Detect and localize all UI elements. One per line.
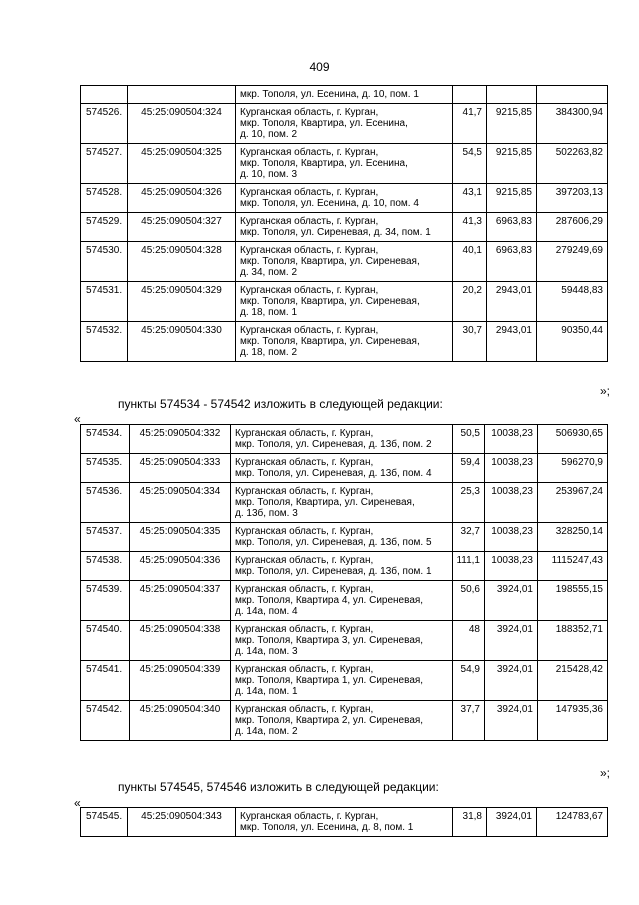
cadastral-number-cell: 45:25:090504:328	[128, 242, 236, 282]
address-cell	[236, 144, 453, 184]
table-cell: мкр. Тополя, ул. Есенина, д. 10, пом. 1	[236, 86, 453, 104]
unit-price-cell: 10038,23	[485, 552, 538, 581]
table-row	[81, 808, 608, 837]
area-cell: 20,2	[453, 282, 487, 322]
address-line: Курганская область, г. Курган,	[235, 428, 374, 439]
closing-quote-2: »;	[599, 766, 610, 780]
table-cell	[537, 86, 608, 104]
area-cell: 54,9	[453, 661, 485, 701]
unit-price-cell: 3924,01	[485, 621, 538, 661]
cadastral-number-cell: 45:25:090504:337	[130, 581, 231, 621]
table-row	[81, 701, 608, 741]
address-line: Курганская область, г. Курган,	[240, 107, 379, 118]
cadastral-number-cell: 45:25:090504:338	[130, 621, 231, 661]
item-number-cell: 574529.	[81, 213, 128, 242]
opening-quote-1: «	[74, 412, 81, 426]
instruction-text-2: пункты 574545, 574546 изложить в следующей редакции:	[118, 780, 439, 794]
address-line: д. 14а, пом. 1	[235, 686, 298, 697]
address-line: мкр. Тополя, ул. Есенина, д. 8, пом. 1	[240, 822, 414, 833]
total-value-cell: 59448,83	[537, 282, 608, 322]
address-cell	[231, 483, 453, 523]
area-cell: 43,1	[453, 184, 487, 213]
item-number-cell: 574532.	[81, 322, 128, 362]
table-row	[81, 552, 608, 581]
address-line: Курганская область, г. Курган,	[235, 486, 374, 497]
total-value-cell: 506930,65	[538, 425, 608, 454]
area-cell: 40,1	[453, 242, 487, 282]
cadastral-number-cell: 45:25:090504:339	[130, 661, 231, 701]
address-cell	[231, 621, 453, 661]
table-cell	[487, 86, 537, 104]
item-number-cell: 574541.	[81, 661, 130, 701]
address-line: мкр. Тополя, Квартира, ул. Сиреневая,	[240, 296, 420, 307]
address-line: д. 18, пом. 2	[240, 347, 298, 358]
table-cell	[81, 86, 128, 104]
address-cell	[231, 454, 453, 483]
table-row	[81, 184, 608, 213]
table-row	[81, 104, 608, 144]
address-line: д. 13б, пом. 3	[235, 508, 298, 519]
address-cell	[231, 552, 453, 581]
address-cell	[231, 425, 453, 454]
item-number-cell: 574538.	[81, 552, 130, 581]
address-cell	[236, 213, 453, 242]
total-value-cell: 328250,14	[538, 523, 608, 552]
total-value-cell: 90350,44	[537, 322, 608, 362]
address-line: мкр. Тополя, Квартира 4, ул. Сиреневая,	[235, 595, 424, 606]
address-line: Курганская область, г. Курган,	[240, 285, 379, 296]
table-row	[81, 242, 608, 282]
area-cell: 50,5	[453, 425, 485, 454]
address-cell	[236, 104, 453, 144]
registry-table-3	[80, 807, 608, 837]
item-number-cell: 574545.	[81, 808, 128, 837]
address-cell	[236, 184, 453, 213]
total-value-cell: 188352,71	[538, 621, 608, 661]
cadastral-number-cell: 45:25:090504:343	[128, 808, 236, 837]
table-row	[81, 483, 608, 523]
table-row	[81, 661, 608, 701]
unit-price-cell: 6963,83	[487, 213, 537, 242]
address-cell	[231, 523, 453, 552]
address-line: мкр. Тополя, ул. Сиреневая, д. 34, пом. 1	[240, 227, 431, 238]
total-value-cell: 287606,29	[537, 213, 608, 242]
unit-price-cell: 9215,85	[487, 104, 537, 144]
area-cell: 54,5	[453, 144, 487, 184]
area-cell: 41,7	[453, 104, 487, 144]
unit-price-cell: 9215,85	[487, 184, 537, 213]
address-cell	[231, 661, 453, 701]
address-line: Курганская область, г. Курган,	[240, 245, 379, 256]
unit-price-cell: 3924,01	[487, 808, 537, 837]
item-number-cell: 574527.	[81, 144, 128, 184]
table-row	[81, 454, 608, 483]
unit-price-cell: 3924,01	[485, 661, 538, 701]
address-line: мкр. Тополя, Квартира, ул. Сиреневая,	[240, 336, 420, 347]
closing-quote-1: »;	[599, 384, 610, 398]
table-row	[81, 523, 608, 552]
cadastral-number-cell: 45:25:090504:330	[128, 322, 236, 362]
unit-price-cell: 10038,23	[485, 425, 538, 454]
address-line: Курганская область, г. Курган,	[235, 624, 374, 635]
unit-price-cell: 6963,83	[487, 242, 537, 282]
address-line: Курганская область, г. Курган,	[240, 187, 379, 198]
unit-price-cell: 9215,85	[487, 144, 537, 184]
address-line: Курганская область, г. Курган,	[240, 147, 379, 158]
item-number-cell: 574535.	[81, 454, 130, 483]
area-cell: 50,6	[453, 581, 485, 621]
cadastral-number-cell: 45:25:090504:327	[128, 213, 236, 242]
item-number-cell: 574542.	[81, 701, 130, 741]
address-line: мкр. Тополя, Квартира 2, ул. Сиреневая,	[235, 715, 424, 726]
cadastral-number-cell: 45:25:090504:334	[130, 483, 231, 523]
cadastral-number-cell: 45:25:090504:340	[130, 701, 231, 741]
address-line: Курганская область, г. Курган,	[235, 704, 374, 715]
address-cell	[236, 282, 453, 322]
address-line: Курганская область, г. Курган,	[235, 584, 374, 595]
total-value-cell: 596270,9	[538, 454, 608, 483]
address-line: мкр. Тополя, Квартира 3, ул. Сиреневая,	[235, 635, 424, 646]
item-number-cell: 574536.	[81, 483, 130, 523]
address-cell	[231, 581, 453, 621]
total-value-cell: 147935,36	[538, 701, 608, 741]
address-line: мкр. Тополя, Квартира, ул. Есенина,	[240, 118, 408, 129]
item-number-cell: 574539.	[81, 581, 130, 621]
table-row	[81, 621, 608, 661]
registry-table-2	[80, 424, 608, 741]
total-value-cell: 279249,69	[537, 242, 608, 282]
item-number-cell: 574534.	[81, 425, 130, 454]
table-row	[81, 425, 608, 454]
table-row	[81, 322, 608, 362]
address-line: мкр. Тополя, Квартира 1, ул. Сиреневая,	[235, 675, 424, 686]
address-line: мкр. Тополя, Квартира, ул. Сиреневая,	[240, 256, 420, 267]
registry-table-1	[80, 85, 608, 362]
unit-price-cell: 3924,01	[485, 701, 538, 741]
table-row	[81, 282, 608, 322]
cadastral-number-cell: 45:25:090504:324	[128, 104, 236, 144]
unit-price-cell: 2943,01	[487, 282, 537, 322]
address-line: Курганская область, г. Курган,	[235, 526, 374, 537]
instruction-text-1: пункты 574534 - 574542 изложить в следующей редакции:	[118, 397, 443, 411]
area-cell: 31,8	[453, 808, 487, 837]
area-cell: 48	[453, 621, 485, 661]
address-line: д. 10, пом. 2	[240, 129, 298, 140]
table-cell	[453, 86, 487, 104]
address-line: мкр. Тополя, ул. Есенина, д. 10, пом. 4	[240, 198, 419, 209]
address-line: Курганская область, г. Курган,	[240, 811, 379, 822]
table-row	[81, 581, 608, 621]
area-cell: 37,7	[453, 701, 485, 741]
total-value-cell: 1115247,43	[538, 552, 608, 581]
table-row	[81, 213, 608, 242]
cadastral-number-cell: 45:25:090504:332	[130, 425, 231, 454]
total-value-cell: 124783,67	[537, 808, 608, 837]
area-cell: 59,4	[453, 454, 485, 483]
address-line: мкр. Тополя, ул. Сиреневая, д. 13б, пом. 4	[235, 468, 432, 479]
address-line: д. 14а, пом. 2	[235, 726, 298, 737]
address-cell	[236, 322, 453, 362]
area-cell: 32,7	[453, 523, 485, 552]
cadastral-number-cell: 45:25:090504:335	[130, 523, 231, 552]
address-line: д. 14а, пом. 3	[235, 646, 298, 657]
area-cell: 111,1	[453, 552, 485, 581]
total-value-cell: 253967,24	[538, 483, 608, 523]
item-number-cell: 574531.	[81, 282, 128, 322]
area-cell: 25,3	[453, 483, 485, 523]
item-number-cell: 574530.	[81, 242, 128, 282]
address-line: мкр. Тополя, ул. Сиреневая, д. 13б, пом. 2	[235, 439, 432, 450]
cadastral-number-cell: 45:25:090504:326	[128, 184, 236, 213]
opening-quote-2: «	[74, 796, 81, 810]
address-cell	[236, 808, 453, 837]
address-line: Курганская область, г. Курган,	[240, 325, 379, 336]
address-line: д. 18, пом. 1	[240, 307, 298, 318]
address-line: д. 14а, пом. 4	[235, 606, 298, 617]
address-line: Курганская область, г. Курган,	[235, 555, 374, 566]
address-line: Курганская область, г. Курган,	[235, 457, 374, 468]
total-value-cell: 502263,82	[537, 144, 608, 184]
unit-price-cell: 10038,23	[485, 523, 538, 552]
table-row	[81, 144, 608, 184]
unit-price-cell: 10038,23	[485, 483, 538, 523]
address-line: д. 10, пом. 3	[240, 169, 298, 180]
cadastral-number-cell: 45:25:090504:329	[128, 282, 236, 322]
area-cell: 41,3	[453, 213, 487, 242]
unit-price-cell: 3924,01	[485, 581, 538, 621]
address-line: Курганская область, г. Курган,	[235, 664, 374, 675]
address-cell	[231, 701, 453, 741]
unit-price-cell: 10038,23	[485, 454, 538, 483]
total-value-cell: 215428,42	[538, 661, 608, 701]
total-value-cell: 198555,15	[538, 581, 608, 621]
table-cell	[128, 86, 236, 104]
table-row-continuation	[81, 86, 608, 104]
area-cell: 30,7	[453, 322, 487, 362]
address-line: мкр. Тополя, Квартира, ул. Сиреневая,	[235, 497, 415, 508]
item-number-cell: 574528.	[81, 184, 128, 213]
address-line: мкр. Тополя, ул. Сиреневая, д. 13б, пом. 5	[235, 537, 432, 548]
address-line: д. 34, пом. 2	[240, 267, 298, 278]
unit-price-cell: 2943,01	[487, 322, 537, 362]
item-number-cell: 574540.	[81, 621, 130, 661]
cadastral-number-cell: 45:25:090504:333	[130, 454, 231, 483]
page-number: 409	[309, 60, 330, 74]
total-value-cell: 397203,13	[537, 184, 608, 213]
cadastral-number-cell: 45:25:090504:325	[128, 144, 236, 184]
total-value-cell: 384300,94	[537, 104, 608, 144]
item-number-cell: 574526.	[81, 104, 128, 144]
address-line: Курганская область, г. Курган,	[240, 216, 379, 227]
cadastral-number-cell: 45:25:090504:336	[130, 552, 231, 581]
item-number-cell: 574537.	[81, 523, 130, 552]
address-line: мкр. Тополя, ул. Сиреневая, д. 13б, пом. 1	[235, 566, 432, 577]
address-line: мкр. Тополя, Квартира, ул. Есенина,	[240, 158, 408, 169]
address-cell	[236, 242, 453, 282]
